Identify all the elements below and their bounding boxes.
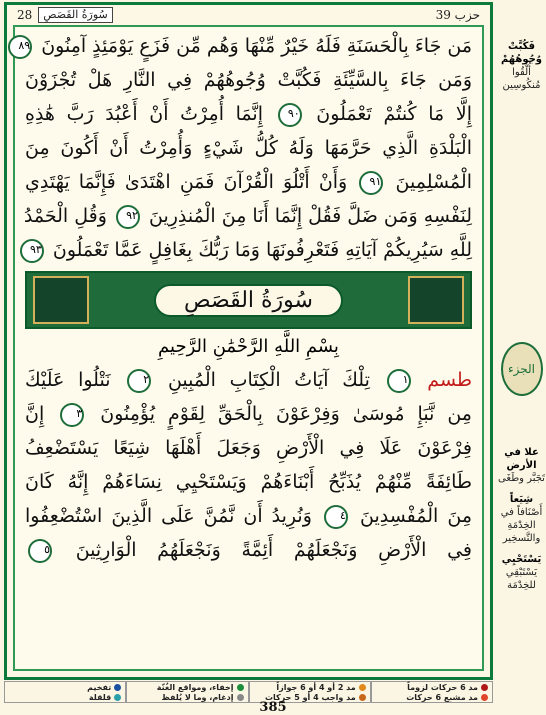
ayah-marker: ٩٢ [116, 205, 140, 229]
note-meaning: أَصْنَافاً في الخِدْمَةِ والتَّسخِير [500, 507, 543, 544]
verse-line [25, 97, 472, 131]
quran-text [18, 29, 473, 567]
verse-text: فِي الْأَرْضِ وَنَجْعَلَهُمْ أَئِمَّةً وَنَجْعَلَهُمُ الْوَارِثِينَ [75, 539, 472, 561]
surah-title: سُورَةُ القَصَصِ [154, 284, 343, 317]
verse-text: مِن نَّبَإِ مُوسَىٰ وَفِرْعَوْنَ بِالْحَقِّ لِقَوْمٍ يُؤْمِنُونَ [100, 403, 472, 425]
ayah-marker: ١ [387, 369, 411, 393]
verse-text: طسم [427, 369, 473, 391]
legend-label: مد 2 أو 4 أو 6 جوازاً [276, 682, 356, 692]
verse-text: إِنَّ [25, 403, 45, 425]
verse-text: نَتْلُوا عَلَيْكَ [25, 369, 111, 391]
page-header [7, 5, 490, 25]
verse-line [25, 199, 472, 233]
note-meaning: يَسْتَبْقِي للخِدْمَة [505, 567, 538, 591]
ayah-marker: ٩٣ [20, 239, 44, 263]
verse-text: مِنَ الْمُفْسِدِينَ [359, 505, 472, 527]
verse-line [18, 29, 472, 63]
margin-notes [497, 0, 546, 680]
verse-text: لِلَّهِ سَيُرِيكُمْ آيَاتِهِ فَتَعْرِفُونَهَا وَمَا رَبُّكَ بِغَافِلٍ عَمَّا تَعْمَلُونَ [52, 239, 472, 261]
verse-text: وَنُرِيدُ أَن نَّمُنَّ عَلَى الَّذِينَ اسْتُضْعِفُوا [25, 505, 312, 527]
note-word: يَسْتَحْيِي [501, 554, 542, 565]
header-surah-name: سُورَةُ القَصَصِ [38, 7, 112, 23]
verse-text: وَقُلِ الْحَمْدُ [23, 205, 107, 227]
header-hizb: حزب 39 [435, 8, 480, 22]
banner-ornament-right [408, 276, 464, 324]
text-area [13, 25, 484, 671]
juz-label: الجزء [508, 362, 535, 376]
legend-label: مد مشبع 6 حركات [406, 692, 478, 702]
verse-text: تِلْكَ آيَاتُ الْكِتَابِ الْمُبِينِ [167, 369, 370, 391]
verse-line [25, 397, 472, 431]
margin-note [497, 40, 546, 92]
ayah-marker: ٨٩ [8, 35, 32, 59]
verse-text: فِرْعَوْنَ عَلَا فِي الْأَرْضِ وَجَعَلَ أَهْلَهَا شِيَعًا يَسْتَضْعِفُ [25, 437, 472, 459]
verse-text: إِنَّمَا أُمِرْتُ أَنْ أَعْبُدَ رَبَّ هَٰذِهِ [25, 103, 263, 125]
verse-text: إِلَّا مَا كُنتُمْ تَعْمَلُونَ [316, 103, 472, 125]
verse-text: مَن جَاءَ بِالْحَسَنَةِ فَلَهُ خَيْرٌ مِّنْهَا وَهُم مِّن فَزَعٍ يَوْمَئِذٍ آمِنُونَ [41, 35, 472, 57]
legend-dot [359, 684, 366, 691]
legend-label: مد واجب 4 أو 5 حركات [264, 692, 356, 702]
margin-note [497, 446, 546, 485]
ayah-marker: ٤ [324, 505, 348, 529]
verse-text: الْبَلْدَةِ الَّذِي حَرَّمَهَا وَلَهُ كُلُّ شَيْءٍ وَأُمِرْتُ أَنْ أَكُونَ مِنَ [25, 137, 472, 159]
verse-line [25, 363, 472, 397]
margin-note [497, 553, 546, 592]
legend-dot [481, 684, 488, 691]
verse-line [25, 131, 472, 165]
verse-line [25, 63, 472, 97]
legend-label: تفخيم [87, 682, 112, 692]
ayah-marker: ٥ [28, 539, 52, 563]
legend-label: مد 6 حركات لزوماً [407, 682, 478, 692]
legend-label: إخفاء، ومواقع الغُنّة [156, 682, 234, 692]
surah-banner [25, 271, 472, 329]
verse-text: وَمَن جَاءَ بِالسَّيِّئَةِ فَكُبَّتْ وُجُوهُهُمْ فِي النَّارِ هَلْ تُجْزَوْنَ [25, 69, 472, 91]
ayah-marker: ٩٠ [278, 103, 302, 127]
verse-line [25, 233, 472, 267]
verse-text: وَأَنْ أَتْلُوَ الْقُرْآنَ فَمَنِ اهْتَدَىٰ فَإِنَّمَا يَهْتَدِي [25, 171, 348, 193]
juz-ornament [501, 342, 543, 396]
note-word: فَكُبَّتْ وُجُوهُهُمْ [500, 41, 543, 65]
legend-label: قلقلة [88, 692, 112, 702]
legend-label: إدغام، وما لا يُلفظ [161, 692, 234, 702]
verse-text: طَائِفَةً مِّنْهُمْ يُذَبِّحُ أَبْنَاءَهُمْ وَيَسْتَحْيِي نِسَاءَهُمْ إِنَّهُ كَانَ [25, 471, 472, 493]
ayah-marker: ٢ [127, 369, 151, 393]
legend-dot [237, 684, 244, 691]
note-word: شِيَعاً [509, 494, 534, 505]
verse-text: الْمُسْلِمِينَ [395, 171, 472, 193]
verse-line [25, 431, 472, 465]
margin-note [497, 493, 546, 545]
bismillah: بِسْمِ اللَّهِ الرَّحْمَٰنِ الرَّحِيمِ [158, 336, 339, 357]
note-meaning: تَجَبَّر وطَغَى [498, 473, 545, 484]
verse-text: لِنَفْسِهِ وَمَن ضَلَّ فَقُلْ إِنَّمَا أَنَا مِنَ الْمُنذِرِينَ [149, 205, 472, 227]
note-meaning: أُلْقُوا مُنكُوسِين [502, 67, 541, 91]
verse-line [25, 499, 472, 533]
verse-line [25, 533, 472, 567]
header-page-small: 28 [17, 8, 33, 22]
ayah-marker: ٩١ [359, 171, 383, 195]
page-frame [4, 2, 493, 680]
page-number: 385 [259, 700, 287, 715]
ayah-marker: ٣ [60, 403, 84, 427]
banner-ornament-left [33, 276, 89, 324]
note-word: علا في الأرض [504, 447, 539, 471]
verse-line [25, 465, 472, 499]
verse-line [25, 165, 472, 199]
legend-dot [114, 684, 121, 691]
